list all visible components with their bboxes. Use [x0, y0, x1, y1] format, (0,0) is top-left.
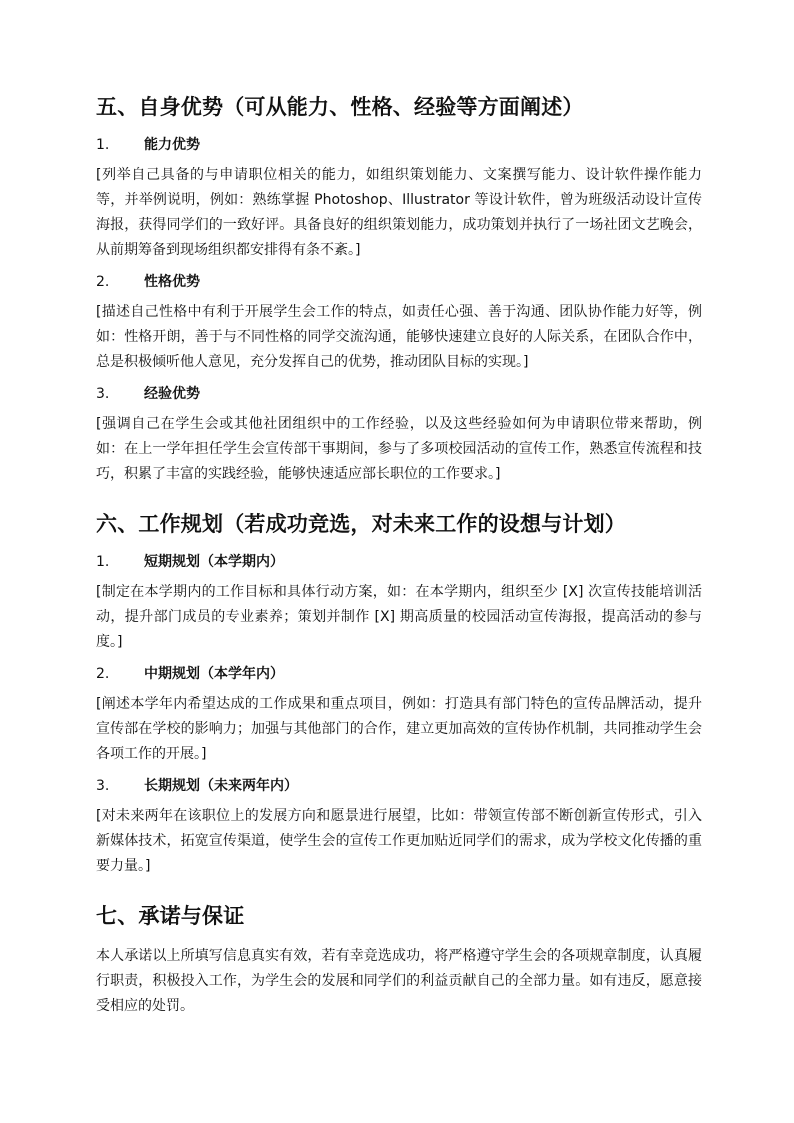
section-work-plan: [96, 509, 702, 879]
section-commitment: [96, 901, 702, 1019]
subsection-title: 短期规划（本学期内）: [144, 554, 284, 570]
section-title: 七、承诺与保证: [96, 904, 245, 928]
section-title: 五、自身优势（可从能力、性格、经验等方面阐述）: [96, 95, 584, 119]
paragraph: [对未来两年在该职位上的发展方向和愿景进行展望，比如：带领宣传部不断创新宣传形式，引入新媒体技术，拓宽宣传渠道，使学生会的宣传工作更加贴近同学们的需求，成为学校文化传播的重要力量。]: [96, 808, 702, 874]
paragraph: [强调自己在学生会或其他社团组织中的工作经验，以及这些经验如何为申请职位带来帮助，例如：在上一学年担任学生会宣传部干事期间，参与了多项校园活动的宣传工作，熟悉宣传流程和技巧，积累了丰富的实践经验，能够快速适应部长职位的工作要求。]: [96, 416, 702, 482]
subsection-heading: [96, 272, 702, 292]
subsection-heading: [96, 552, 702, 572]
subsection-number: 3.: [96, 778, 110, 794]
paragraph: [列举自己具备的与申请职位相关的能力，如组织策划能力、文案撰写能力、设计软件操作能力等，并举例说明，例如：熟练掌握 Photoshop、Illustrator 等设计软件，曾为班级活动设计宣传海报，获得同学们的一致好评。具备良好的组织策划能力，成功策划并执行了一场社团文艺晚会，从前期筹备到现场组织都安排得有条不紊。]: [96, 167, 702, 258]
subsection-number: 1.: [96, 137, 110, 153]
section-self-advantages: [96, 92, 702, 487]
subsection-title: 能力优势: [144, 137, 200, 153]
subsection-heading: [96, 384, 702, 404]
subsection-title: 长期规划（未来两年内）: [144, 778, 298, 794]
subsection-title: 中期规划（本学年内）: [144, 666, 284, 682]
subsection-title: 性格优势: [144, 274, 200, 290]
subsection-number: 1.: [96, 554, 110, 570]
section-spacer: [96, 888, 702, 901]
subsection-number: 2.: [96, 666, 110, 682]
subsection-number: 2.: [96, 274, 110, 290]
document-page: [96, 92, 702, 1028]
section-title: 六、工作规划（若成功竞选，对未来工作的设想与计划）: [96, 512, 626, 536]
paragraph: [制定在本学期内的工作目标和具体行动方案，如：在本学期内，组织至少 [X] 次宣传技能培训活动，提升部门成员的专业素养；策划并制作 [X] 期高质量的校园活动宣传海报，提高活动的参与度。]: [96, 584, 702, 650]
subsection-heading: [96, 135, 702, 155]
section-spacer: [96, 496, 702, 509]
subsection-title: 经验优势: [144, 386, 200, 402]
subsection-heading: [96, 776, 702, 796]
subsection-heading: [96, 664, 702, 684]
subsection-number: 3.: [96, 386, 110, 402]
paragraph: 本人承诺以上所填写信息真实有效，若有幸竞选成功，将严格遵守学生会的各项规章制度，认真履行职责，积极投入工作，为学生会的发展和同学们的利益贡献自己的全部力量。如有违反，愿意接受相应的处罚。: [96, 948, 702, 1014]
paragraph: [描述自己性格中有利于开展学生会工作的特点，如责任心强、善于沟通、团队协作能力好等，例如：性格开朗，善于与不同性格的同学交流沟通，能够快速建立良好的人际关系，在团队合作中，总是积极倾听他人意见，充分发挥自己的优势，推动团队目标的实现。]: [96, 304, 702, 370]
paragraph: [阐述本学年内希望达成的工作成果和重点项目，例如：打造具有部门特色的宣传品牌活动，提升宣传部在学校的影响力；加强与其他部门的合作，建立更加高效的宣传协作机制，共同推动学生会各项工作的开展。]: [96, 696, 702, 762]
